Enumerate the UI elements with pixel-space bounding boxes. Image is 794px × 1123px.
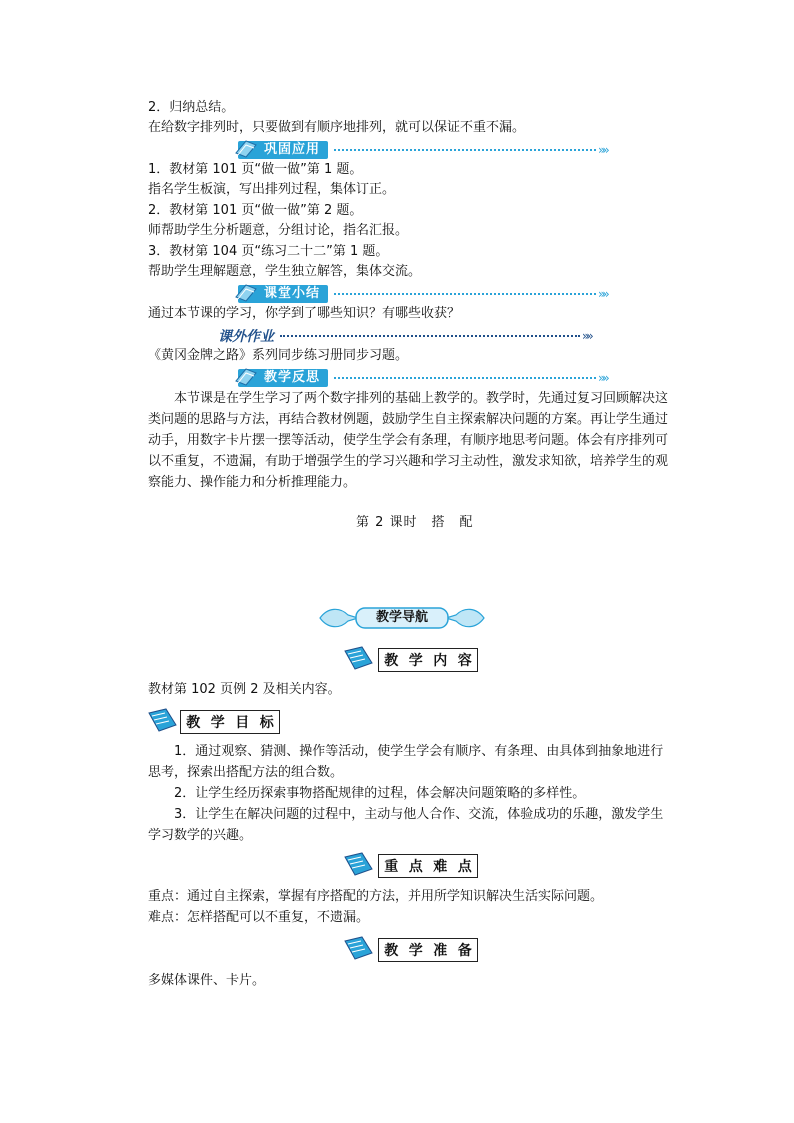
goals-heading-box — [180, 710, 280, 734]
chevron-right-icon: »» — [598, 371, 607, 385]
lesson-title: 第 2 课时 搭 配 — [356, 515, 474, 530]
heading-char: 准 — [433, 943, 448, 959]
nav-banner-label: 教学导航 — [375, 610, 428, 625]
goal-item: 1．通过观察、猜测、操作等活动，使学生学会有顺序、有条理、由具体到抽象地进行思考，探索出搭配方法的组合数。 — [148, 744, 664, 780]
notebook-icon — [342, 851, 376, 879]
heading-char: 备 — [457, 943, 472, 959]
key-point-text: 重点：通过自主探索，掌握有序搭配的方法，并用所学知识解决生活实际问题。 — [148, 889, 604, 904]
consolidate-badge — [238, 141, 328, 159]
keypoints-heading-box — [378, 854, 478, 878]
heading-char: 标 — [259, 715, 274, 731]
heading-char: 学 — [210, 715, 225, 731]
heading-char: 教 — [384, 653, 399, 669]
heading-char: 学 — [408, 943, 423, 959]
reflection-label: 教学反思 — [264, 370, 321, 385]
class-summary-text: 通过本节课的学习，你学到了哪些知识？有哪些收获？ — [148, 306, 461, 321]
content-text: 教材第 102 页例 2 及相关内容。 — [148, 682, 341, 697]
heading-char: 教 — [384, 943, 399, 959]
list-item: 帮助学生理解题意，学生独立解答，集体交流。 — [148, 264, 422, 279]
notebook-icon — [342, 935, 376, 963]
dotted-divider — [334, 293, 596, 295]
class-summary-badge — [238, 285, 328, 303]
consolidate-label: 巩固应用 — [264, 142, 321, 157]
notebook-icon — [146, 707, 180, 735]
heading-char: 难 — [433, 859, 448, 875]
nav-banner — [318, 603, 486, 633]
summary-text: 在给数字排列时，只要做到有顺序地排列，就可以保证不重不漏。 — [148, 120, 526, 135]
goal-item: 2．让学生经历探索事物搭配规律的过程，体会解决问题策略的多样性。 — [174, 786, 586, 801]
heading-char: 目 — [235, 715, 250, 731]
list-item: 3．教材第 104 页“练习二十二”第 1 题。 — [148, 244, 389, 259]
prep-heading-box — [378, 938, 478, 962]
goal-item: 3．让学生在解决问题的过程中，主动与他人合作、交流，体验成功的乐趣，激发学生学习数学的兴趣。 — [148, 807, 664, 843]
dotted-divider — [334, 149, 596, 151]
content-heading-box — [378, 648, 478, 672]
summary-heading: 2．归纳总结。 — [148, 100, 235, 115]
heading-char: 点 — [408, 859, 423, 875]
heading-char: 容 — [457, 653, 472, 669]
homework-label: 课外作业 — [218, 329, 274, 345]
book-icon — [234, 137, 258, 159]
heading-char: 内 — [433, 653, 448, 669]
book-icon — [234, 365, 258, 387]
section-class-summary — [238, 283, 607, 305]
difficult-point-text: 难点：怎样搭配可以不重复，不遗漏。 — [148, 910, 370, 925]
dotted-divider — [280, 335, 580, 337]
heading-char: 重 — [384, 859, 399, 875]
goals-head — [146, 707, 286, 735]
class-summary-label: 课堂小结 — [264, 286, 321, 301]
section-reflection — [238, 367, 607, 389]
prep-text: 多媒体课件、卡片。 — [148, 973, 266, 988]
homework-text: 《黄冈金牌之路》系列同步练习册同步习题。 — [148, 348, 409, 363]
keypoints-head — [342, 851, 482, 879]
section-consolidate — [238, 139, 607, 161]
heading-char: 点 — [457, 859, 472, 875]
dotted-divider — [334, 377, 596, 379]
reflection-badge — [238, 369, 328, 387]
chevron-right-icon: »» — [598, 287, 607, 301]
list-item: 师帮助学生分析题意，分组讨论，指名汇报。 — [148, 223, 409, 238]
list-item: 2．教材第 101 页“做一做”第 2 题。 — [148, 203, 363, 218]
chevron-right-icon: »» — [598, 143, 607, 157]
prep-head — [342, 935, 482, 963]
book-icon — [234, 281, 258, 303]
list-item: 指名学生板演，写出排列过程，集体订正。 — [148, 182, 396, 197]
list-item: 1．教材第 101 页“做一做”第 1 题。 — [148, 162, 363, 177]
heading-char: 教 — [186, 715, 201, 731]
content-head — [342, 645, 482, 673]
notebook-icon — [342, 645, 376, 673]
heading-char: 学 — [408, 653, 423, 669]
reflection-text: 本节课是在学生学习了两个数字排列的基础上教学的。教学时，先通过复习回顾解决这类问题的思路与方法，再结合教材例题，鼓励学生自主探索解决问题的方案。再让学生通过动手，用数字卡片摆一摆等活动，使学生学会有条理，有顺序地思考问题。体会有序排列可以不重复，不遗漏，有助于增强学生的学习兴趣和学习主动性，激发求知欲，培养学生的观察能力、操作能力和分析推理能力。 — [148, 391, 669, 490]
section-homework — [218, 325, 591, 347]
chevron-right-icon: »» — [582, 329, 591, 343]
